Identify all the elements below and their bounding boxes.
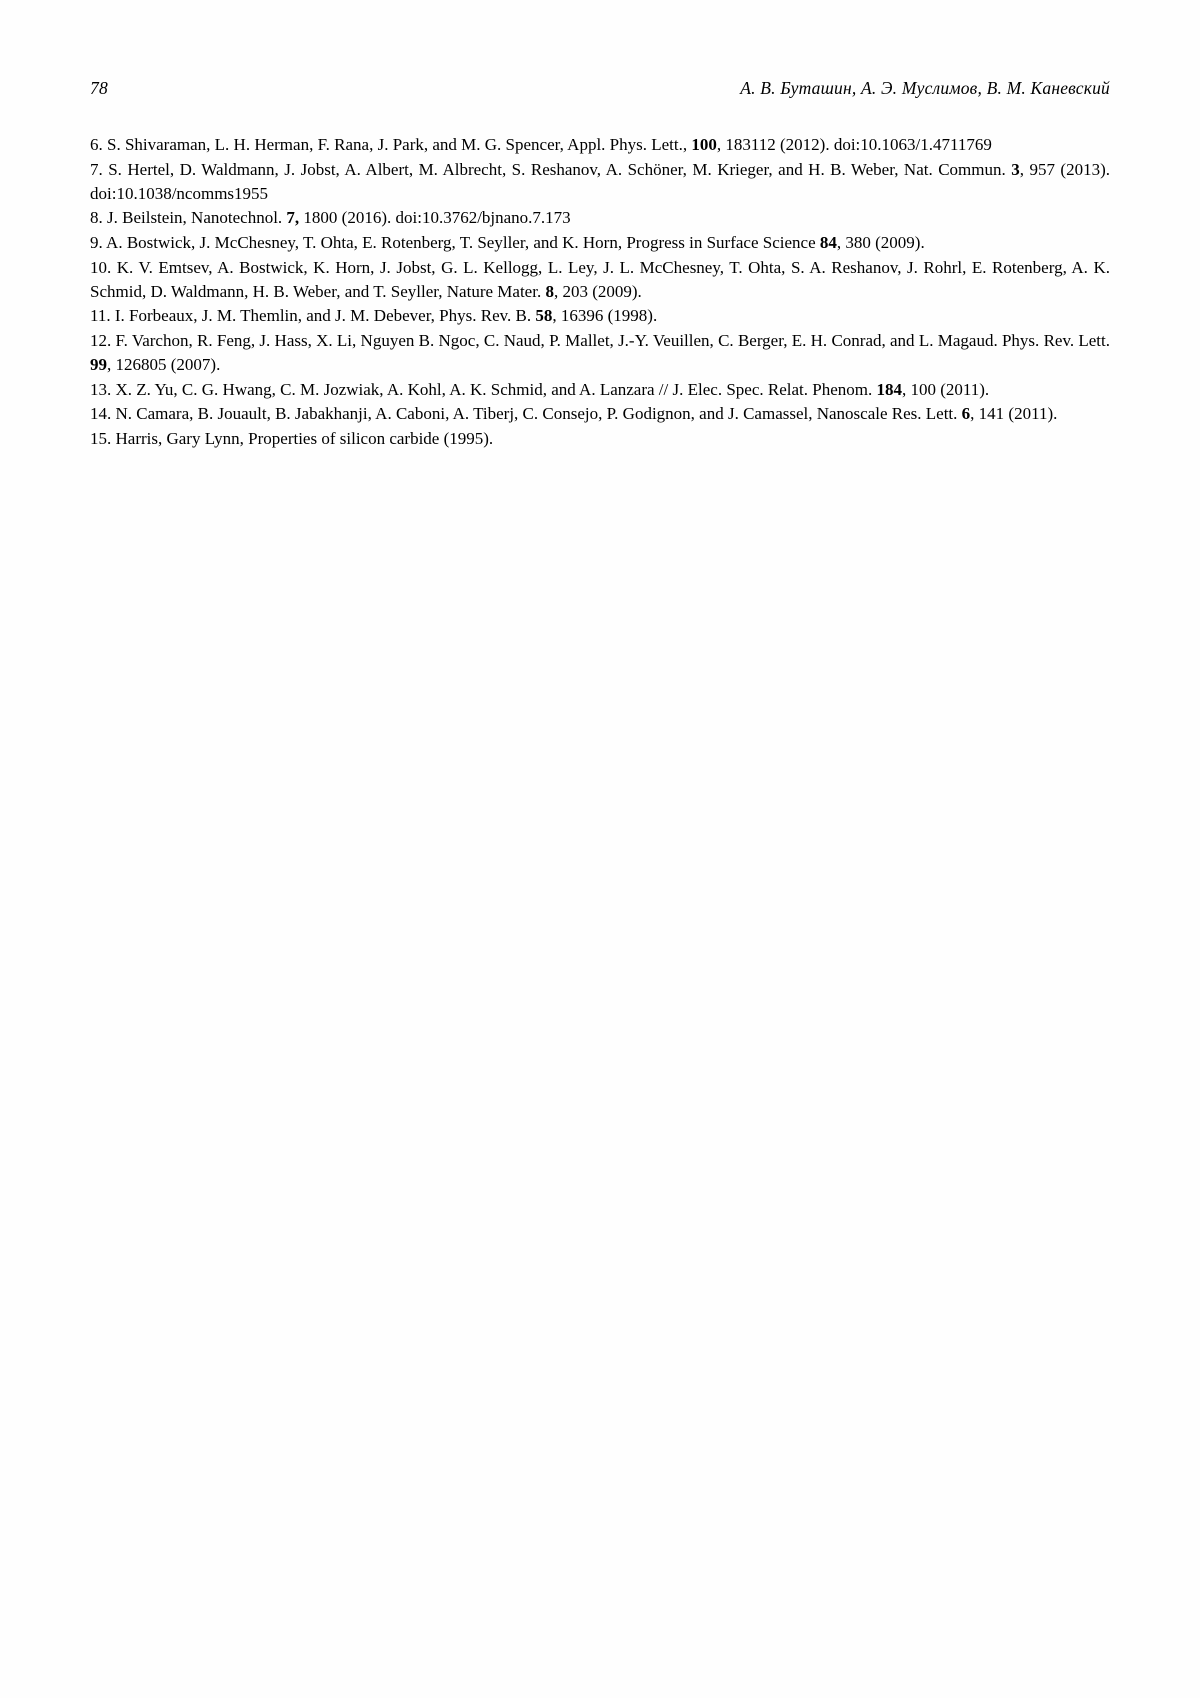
page-content	[90, 78, 1110, 452]
reference-item: 8. J. Beilstein, Nanotechnol. 7, 1800 (2016). doi:10.3762/bjnano.7.173	[90, 208, 571, 228]
reference-item: 12. F. Varchon, R. Feng, J. Hass, X. Li, Nguyen B. Ngoc, C. Naud, P. Mallet, J.-Y. Veuillen, C. Berger, E. H. Conrad, and L. Magaud. Phys. Rev. Lett. 99, 126805 (2007).	[90, 331, 1110, 375]
running-head-authors: А. В. Буташин, А. Э. Муслимов, В. М. Каневский	[740, 78, 1110, 98]
reference-item: 10. K. V. Emtsev, A. Bostwick, K. Horn, J. Jobst, G. L. Kellogg, L. Ley, J. L. McChesney, T. Ohta, S. A. Reshanov, J. Rohrl, E. Rotenberg, A. K. Schmid, D. Waldmann, H. B. Weber, and T. Seyller, Nature Mater. 8, 203 (2009).	[90, 257, 1110, 301]
reference-item: 13. X. Z. Yu, C. G. Hwang, C. M. Jozwiak, A. Kohl, A. K. Schmid, and A. Lanzara // J. Elec. Spec. Relat. Phenom. 184, 100 (2011).	[90, 379, 990, 399]
reference-item: 7. S. Hertel, D. Waldmann, J. Jobst, A. Albert, M. Albrecht, S. Reshanov, A. Schöner, M. Krieger, and H. B. Weber, Nat. Commun. 3, 957 (2013). doi:10.1038/ncomms1955	[90, 159, 1110, 203]
reference-item: 6. S. Shivaraman, L. H. Herman, F. Rana, J. Park, and M. G. Spencer, Appl. Phys. Lett., 100, 183112 (2012). doi:10.1063/1.4711769	[90, 135, 992, 154]
reference-list	[90, 133, 1110, 451]
running-head	[90, 78, 1110, 99]
reference-item: 14. N. Camara, B. Jouault, B. Jabakhanji, A. Caboni, A. Tiberj, C. Consejo, P. Godignon, and J. Camassel, Nanoscale Res. Lett. 6, 141 (2011).	[90, 404, 1058, 424]
reference-item: 9. A. Bostwick, J. McChesney, T. Ohta, E. Rotenberg, T. Seyller, and K. Horn, Progress in Surface Science 84, 380 (2009).	[90, 233, 925, 252]
page-number: 78	[90, 78, 108, 98]
reference-item: 15. Harris, Gary Lynn, Properties of silicon carbide (1995).	[90, 429, 494, 448]
reference-item: 11. I. Forbeaux, J. M. Themlin, and J. M. Debever, Phys. Rev. B. 58, 16396 (1998).	[90, 306, 658, 326]
